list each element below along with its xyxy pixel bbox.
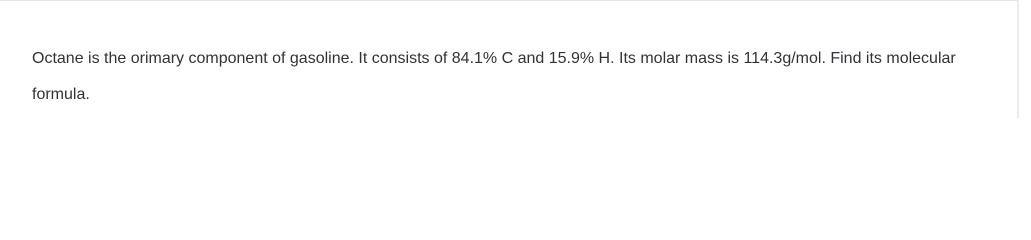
top-divider xyxy=(0,0,1018,1)
question-seg-3: . Its molar mass is xyxy=(610,50,744,67)
right-divider xyxy=(1017,0,1019,118)
question-seg-4: . Find its molecular formula. xyxy=(32,50,956,103)
hydrogen-percent: 15.9% xyxy=(548,50,595,67)
molar-mass-value: 114.3g/mol xyxy=(743,50,822,67)
carbon-percent: 84.1% xyxy=(451,50,498,67)
question-seg-2: and xyxy=(513,50,549,67)
question-seg-1: Octane is the orimary component of gasoline. It consists of xyxy=(32,50,452,67)
question-text xyxy=(32,41,1012,113)
hydrogen-symbol: H xyxy=(594,50,611,67)
carbon-symbol: C xyxy=(497,50,514,67)
